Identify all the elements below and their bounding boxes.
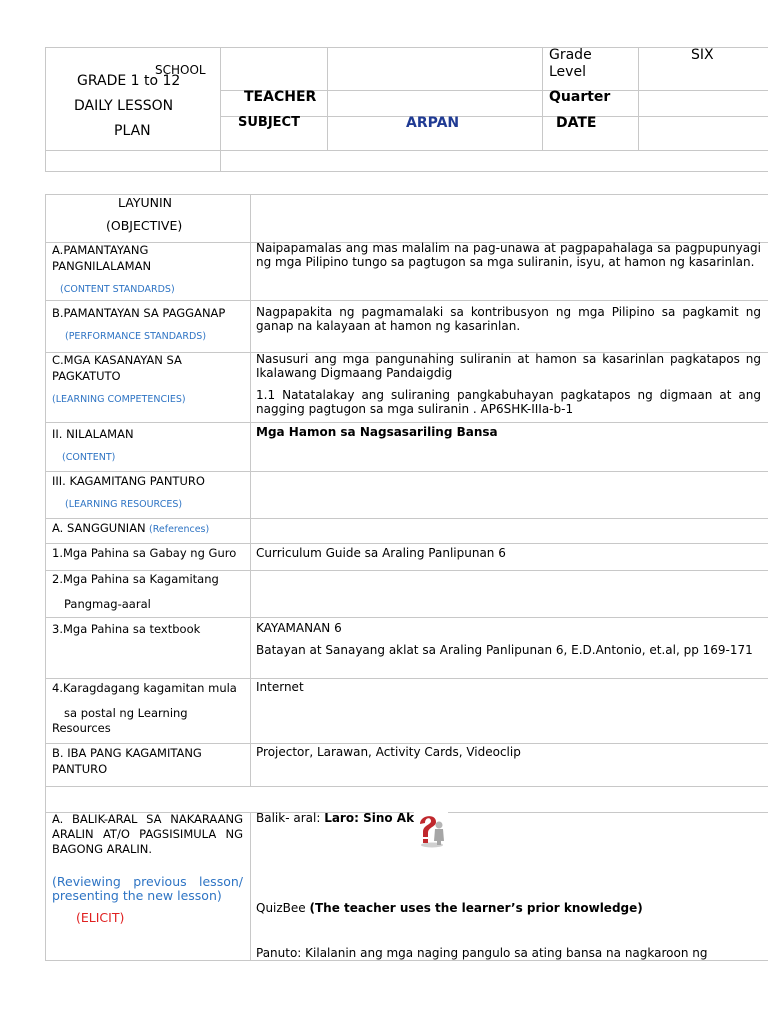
balik-aral-prefix: Balik- aral: (256, 811, 325, 825)
rule (45, 171, 768, 172)
competencies-label: C.MGA KASANAYAN SA (52, 353, 182, 367)
other-materials-label-2: PANTURO (52, 762, 108, 776)
question-figure-icon (414, 810, 448, 848)
rule (327, 47, 328, 150)
rule (45, 570, 768, 571)
rule (45, 47, 768, 48)
additional-label: 4.Karagdagang kagamitan mula (52, 681, 237, 695)
references-label: A. SANGGUNIAN (52, 521, 146, 535)
subject-value: ARPAN (406, 115, 460, 131)
textbook-pages-text-2: Batayan at Sanayang aklat sa Araling Panlipunan 6, E.D.Antonio, et.al, pp 169-171 (256, 643, 753, 657)
content-label: II. NILALAMAN (52, 427, 134, 441)
rule (250, 812, 251, 960)
balik-aral-game: Laro: Sino Ak (324, 811, 415, 825)
rule (45, 194, 46, 960)
rule (45, 47, 46, 171)
content-standards-label-2: PANGNILALAMAN (52, 259, 152, 273)
balik-aral-line (256, 811, 414, 825)
rule (45, 300, 768, 301)
content-standards-label: A.PAMANTAYANG (52, 243, 149, 257)
panuto-text: Panuto: Kilalanin ang mga naging pangulo sa ating bansa na nagkaroon ng (256, 946, 708, 960)
learner-pages-label-2: Pangmag-aaral (64, 597, 151, 611)
rule (45, 518, 768, 519)
objective-title-en: (OBJECTIVE) (106, 218, 183, 233)
content-standards-sub: (CONTENT STANDARDS) (60, 284, 175, 295)
rule (542, 47, 543, 150)
textbook-pages-label: 3.Mga Pahina sa textbook (52, 622, 201, 636)
rule (45, 422, 768, 423)
school-label: SCHOOL (155, 63, 206, 77)
competencies-sub: (LEARNING COMPETENCIES) (52, 394, 186, 405)
elicit-tag: (ELICIT) (76, 910, 125, 925)
dlp-title-line1: GRADE 1 to 12 (77, 73, 181, 89)
review-sub: (Reviewing previous lesson/ presenting the new lesson) (52, 874, 243, 903)
grade-level-label-2: Level (549, 64, 586, 80)
subject-label: SUBJECT (238, 115, 300, 130)
other-materials-label: B. IBA PANG KAGAMITANG (52, 746, 202, 760)
rule (45, 786, 768, 787)
grade-level-label: Grade (549, 47, 592, 63)
additional-label-3: Resources (52, 721, 111, 735)
resources-label: III. KAGAMITANG PANTURO (52, 474, 205, 488)
quizbee-note: (The teacher uses the learner’s prior knowledge) (309, 901, 643, 915)
additional-label-2: sa postal ng Learning (64, 706, 188, 720)
competencies-text-2: 1.1 Natatalakay ang suliraning pangkabuhayan pagkatapos ng digmaan at ang nagging pagtugon sa mga suliranin . AP6SHK-IIIa-b-1 (256, 388, 761, 416)
performance-standards-label: B.PAMANTAYAN SA PAGGANAP (52, 306, 226, 320)
competencies-text-1: Nasusuri ang mga pangunahing suliranin at hamon sa kasarinlan pagkatapos ng Ikalawang Digmaang Pandaigdig (256, 352, 761, 380)
rule (45, 678, 768, 679)
grade-level-value: SIX (691, 47, 714, 63)
quizbee-prefix: QuizBee (256, 901, 310, 915)
rule (220, 116, 768, 117)
content-sub: (CONTENT) (62, 452, 116, 463)
competencies-label-2: PAGKATUTO (52, 369, 121, 383)
other-materials-text: Projector, Larawan, Activity Cards, Videoclip (256, 745, 521, 759)
learner-pages-label: 2.Mga Pahina sa Kagamitang (52, 572, 219, 586)
rule (45, 471, 768, 472)
references-sub: (References) (149, 524, 210, 535)
guide-pages-label: 1.Mga Pahina sa Gabay ng Guro (52, 546, 237, 560)
rule (45, 150, 768, 151)
review-label: A. BALIK-ARAL SA NAKARAANG ARALIN AT/O PAGSISIMULA NG BAGONG ARALIN. (52, 812, 243, 856)
performance-standards-sub: (PERFORMANCE STANDARDS) (65, 331, 207, 342)
dlp-title-line3: PLAN (114, 123, 151, 139)
rule (250, 194, 251, 786)
rule (638, 47, 639, 150)
date-label: DATE (556, 115, 597, 131)
resources-sub: (LEARNING RESOURCES) (65, 499, 183, 510)
guide-pages-text: Curriculum Guide sa Araling Panlipunan 6 (256, 546, 506, 560)
content-standards-text: Naipapamalas ang mas malalim na pag-unawa at pagpapahalaga sa pagpupunyagi ng mga Pilipino tungo sa pagtugon sa mga suliranin, isyu, at hamon ng kasarinlan. (256, 241, 761, 269)
rule (45, 743, 768, 744)
objective-title: LAYUNIN (118, 195, 173, 210)
dlp-title-line2: DAILY LESSON (74, 98, 174, 114)
performance-standards-text: Nagpapakita ng pagmamalaki sa kontribusyon ng mga Pilipino sa pagkamit ng ganap na kalayaan at hamon ng kasarinlan. (256, 305, 761, 333)
quarter-label: Quarter (549, 89, 611, 105)
rule (45, 543, 768, 544)
content-text: Mga Hamon sa Nagsasariling Bansa (256, 425, 498, 439)
rule (45, 617, 768, 618)
additional-text: Internet (256, 680, 304, 694)
quizbee-line (256, 901, 643, 915)
rule (220, 47, 221, 171)
rule (45, 960, 768, 961)
teacher-label: TEACHER (244, 89, 317, 105)
textbook-pages-text-1: KAYAMANAN 6 (256, 621, 342, 635)
